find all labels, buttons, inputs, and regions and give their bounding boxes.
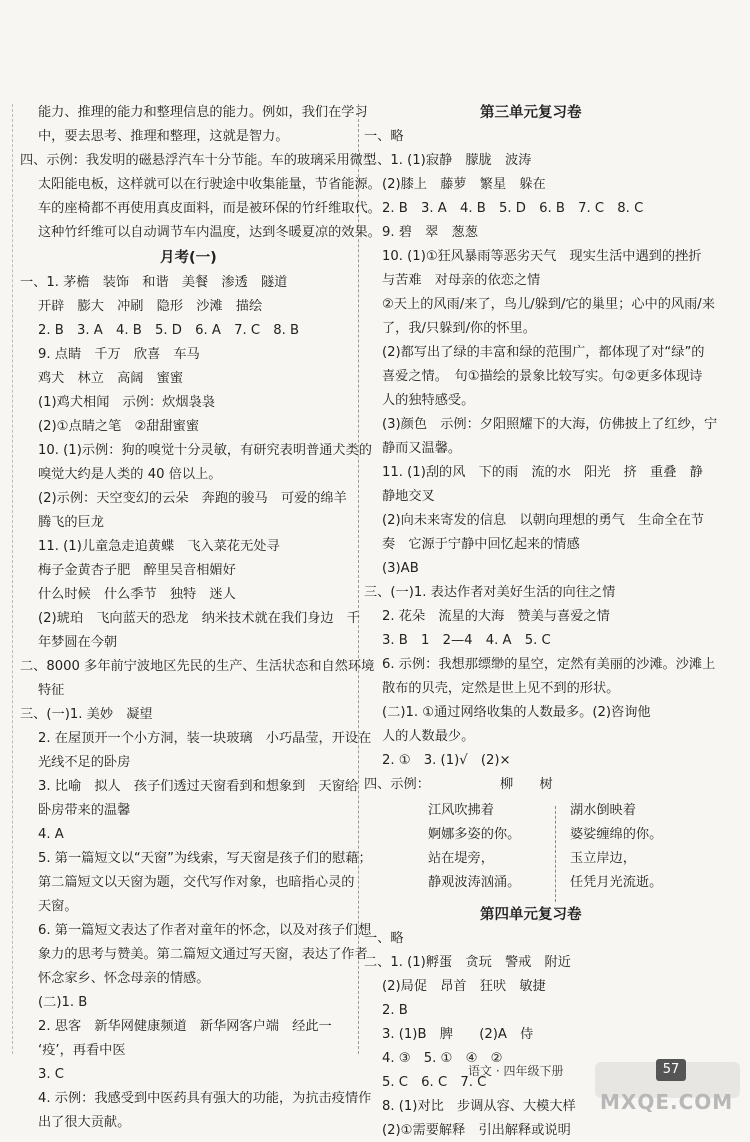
page-footer: 语文 · 四年级下册 (468, 1064, 564, 1078)
answer-line: 5. C 6. C 7. C (382, 1075, 487, 1090)
answer-line: 2. 在屋顶开一个小方洞，装一块玻璃 小巧晶莹，开设在 (38, 731, 372, 746)
answer-line: 2. 思客 新华网健康频道 新华网客户端 经此一 (38, 1019, 332, 1034)
answer-line: 三、(一)1. 美妙 凝望 (20, 707, 153, 722)
answer-line: 四、示例： (364, 777, 430, 792)
answer-line: 出了很大贡献。 (38, 1115, 131, 1130)
answer-line: 2. 花朵 流星的大海 赞美与喜爱之情 (382, 609, 610, 624)
answer-line: (2)都写出了绿的丰富和绿的范围广，都体现了对“绿”的 (382, 345, 705, 360)
answer-line: 玉立岸边， (570, 851, 636, 866)
answer-line: 二、8000 多年前宁波地区先民的生产、生活状态和自然环境 (20, 659, 375, 674)
answer-line: 一、1. 茅檐 装饰 和谐 美餐 渗透 隧道 (20, 275, 288, 290)
answer-line: 婆娑缠绵的你。 (570, 827, 663, 842)
answer-line: 静观波涛汹涌。 (428, 875, 521, 890)
answer-line: 人的独特感受。 (382, 393, 475, 408)
answer-line: 第二篇短文以天窗为题，交代写作对象，也暗指心灵的 (38, 875, 355, 890)
answer-line: 3. C (38, 1067, 64, 1082)
answer-line: 婀娜多姿的你。 (428, 827, 521, 842)
answer-line: 一、略 (364, 129, 404, 144)
answer-line: 6. 示例：我想那缥缈的星空，定然有美丽的沙滩。沙滩上 (382, 657, 716, 672)
answer-line: 嗅觉大约是人类的 40 倍以上。 (38, 467, 222, 482)
answer-line: 9. 碧 翠 葱葱 (382, 225, 478, 240)
answer-line: 2. ① 3. (1)√ (2)× (382, 753, 511, 768)
answer-line: 三、(一)1. 表达作者对美好生活的向往之情 (364, 585, 616, 600)
answer-line: 2. B (382, 1003, 408, 1018)
answer-line: 开辟 膨大 冲刷 隐形 沙滩 描绘 (38, 299, 263, 314)
answer-line: (2)膝上 藤萝 繁星 躲在 (382, 177, 546, 192)
answer-line: 中，要去思考、推理和整理，这就是智力。 (38, 129, 289, 144)
answer-line: 2. B 3. A 4. B 5. D 6. B 7. C 8. C (382, 201, 644, 216)
answer-line: 特征 (38, 683, 65, 698)
answer-line: 3. 比喻 拟人 孩子们透过天窗看到和想象到 天窗给 (38, 779, 359, 794)
answer-line: 人的人数最少。 (382, 729, 475, 744)
answer-line: 11. (1)刮的风 下的雨 流的水 阳光 挤 重叠 静 (382, 465, 703, 480)
answer-line: (2)向未来寄发的信息 以朝向理想的勇气 生命全在节 (382, 513, 704, 528)
answer-line: (3)颜色 示例：夕阳照耀下的大海，仿佛披上了红纱，宁 (382, 417, 718, 432)
answer-line: 奏 它源于宁静中回忆起来的情感 (382, 537, 580, 552)
answer-line: 3. (1)B 脾 (2)A 侍 (382, 1027, 534, 1042)
watermark-text: MXQE.COM (600, 1090, 734, 1114)
poem-divider-line (555, 806, 556, 902)
answer-line: (2)局促 昂首 狂吠 敏捷 (382, 979, 546, 994)
section-title: 月考(一) (160, 250, 217, 266)
answer-line: 10. (1)①狂风暴雨等恶劣天气 现实生活中遇到的挫折 (382, 249, 702, 264)
answer-line: 了，我/只躲到/你的怀里。 (382, 321, 536, 336)
answer-line: (二)1. ①通过网络收集的人数最多。(2)咨询他 (382, 705, 651, 720)
answer-line: 喜爱之情。 句①描绘的景象比较写实。句②更多体现诗 (382, 369, 703, 384)
answer-line: 什么时候 什么季节 独特 迷人 (38, 587, 236, 602)
answer-line: 四、示例：我发明的磁悬浮汽车十分节能。车的玻璃采用微型 (20, 153, 377, 168)
answer-line: 怀念家乡、怀念母亲的情感。 (38, 971, 210, 986)
column-divider (358, 104, 359, 1054)
answer-line: 能力、推理的能力和整理信息的能力。例如，我们在学习 (38, 105, 368, 120)
answer-line: (1)鸡犬相闻 示例：炊烟袅袅 (38, 395, 215, 410)
answer-line: 5. 第一篇短文以“天窗”为线索，写天窗是孩子们的慰藉； (38, 851, 372, 866)
answer-line: (2)琥珀 飞向蓝天的恐龙 纳米技术就在我们身边 千 (38, 611, 360, 626)
answer-line: ②天上的风雨/来了，鸟儿/躲到/它的巢里；心中的风雨/来 (382, 297, 715, 312)
answer-line: 车的座椅都不再使用真皮面料，而是被环保的竹纤维取代。 (38, 201, 381, 216)
left-margin-line (12, 104, 13, 1054)
answer-line: 3. B 1 2—4 4. A 5. C (382, 633, 551, 648)
answer-line: 与苦难 对母亲的依恋之情 (382, 273, 541, 288)
answer-line: 4. 示例：我感受到中医药具有强大的功能，为抗击疫情作 (38, 1091, 372, 1106)
section-title: 第三单元复习卷 (480, 105, 582, 121)
answer-line: 任凭月光流逝。 (570, 875, 663, 890)
answer-line: 站在堤旁， (428, 851, 494, 866)
answer-line: 江风吹拂着 (428, 803, 494, 818)
answer-line: ‘疫’，再看中医 (38, 1043, 126, 1058)
answer-line: 静地交叉 (382, 489, 435, 504)
answer-line: 卧房带来的温馨 (38, 803, 131, 818)
answer-line: (二)1. B (38, 995, 88, 1010)
answer-line: 静而又温馨。 (382, 441, 462, 456)
answer-line: 9. 点睛 千万 欣喜 车马 (38, 347, 200, 362)
answer-line: 这种竹纤维可以自动调节车内温度，达到冬暖夏凉的效果。 (38, 225, 381, 240)
answer-line: 4. ③ 5. ① ④ ② (382, 1051, 503, 1066)
answer-line: (2)①需要解释 引出解释或说明 (382, 1123, 571, 1138)
answer-line: 11. (1)儿童急走追黄蝶 飞入菜花无处寻 (38, 539, 280, 554)
answer-line: 8. (1)对比 步调从容、大模大样 (382, 1099, 576, 1114)
answer-line: 4. A (38, 827, 64, 842)
answer-line: 2. B 3. A 4. B 5. D 6. A 7. C 8. B (38, 323, 300, 338)
answer-line: (2)①点睛之笔 ②甜甜蜜蜜 (38, 419, 200, 434)
answer-line: 太阳能电板，这样就可以在行驶途中收集能量，节省能源。 (38, 177, 381, 192)
answer-line: (2)示例：天空变幻的云朵 奔跑的骏马 可爱的绵羊 (38, 491, 347, 506)
page-number: 57 (656, 1059, 686, 1081)
answer-line: 鸡犬 林立 高阔 蜜蜜 (38, 371, 184, 386)
answer-line: 光线不足的卧房 (38, 755, 131, 770)
answer-line: 腾飞的巨龙 (38, 515, 104, 530)
answer-line: 柳 树 (500, 777, 553, 792)
answer-line: 湖水倒映着 (570, 803, 636, 818)
answer-line: 年梦圆在今朝 (38, 635, 118, 650)
section-title: 第四单元复习卷 (480, 907, 582, 923)
answer-line: 6. 第一篇短文表达了作者对童年的怀念，以及对孩子们想 (38, 923, 372, 938)
answer-line: 象力的思考与赞美。第二篇短文通过写天窗，表达了作者 (38, 947, 368, 962)
answer-line: 一、略 (364, 931, 404, 946)
answer-line: 梅子金黄杏子肥 醉里吴音相媚好 (38, 563, 236, 578)
answer-line: 10. (1)示例：狗的嗅觉十分灵敏，有研究表明普通犬类的 (38, 443, 372, 458)
answer-line: (3)AB (382, 561, 419, 576)
answer-line: 散布的贝壳，定然是世上见不到的形状。 (382, 681, 620, 696)
answer-line: 二、1. (1)孵蛋 贪玩 警戒 附近 (364, 955, 571, 970)
answer-line: 二、1. (1)寂静 朦胧 波涛 (364, 153, 532, 168)
answer-line: 天窗。 (38, 899, 78, 914)
